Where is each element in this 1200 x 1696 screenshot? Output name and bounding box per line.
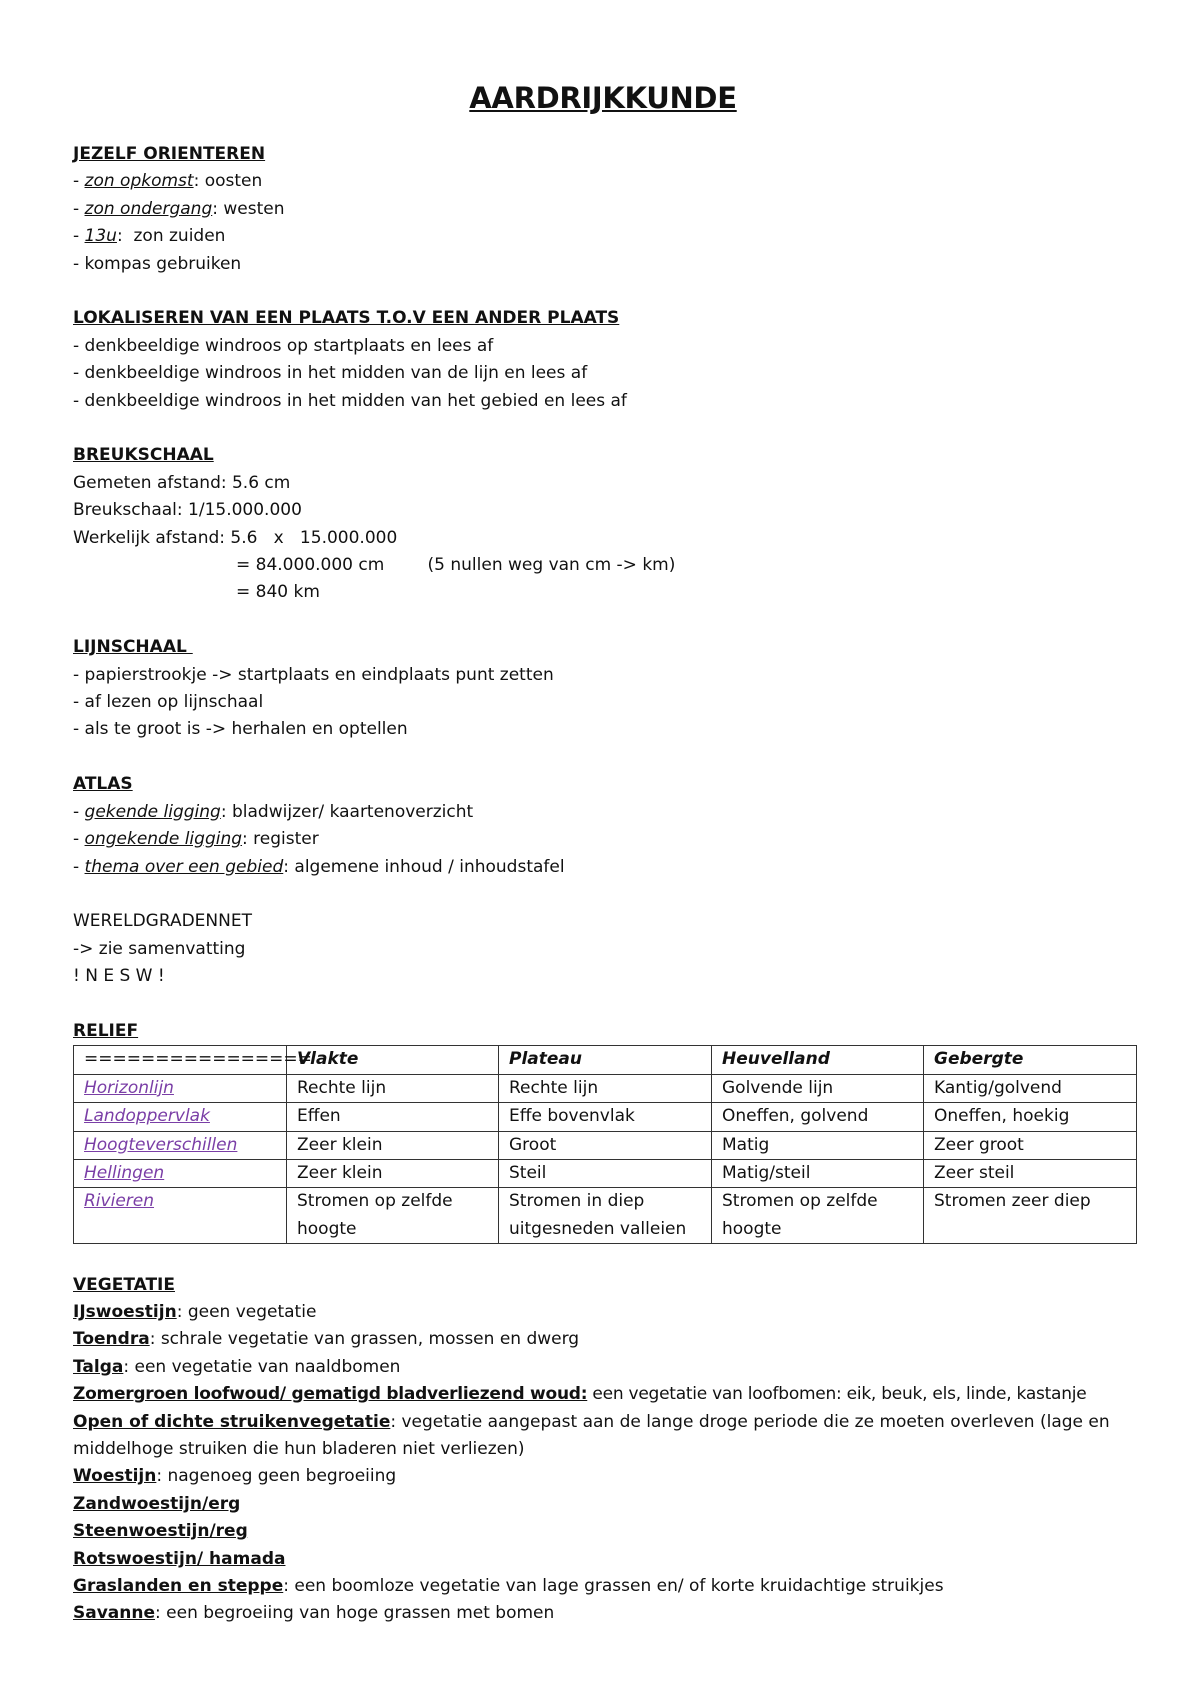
table-header-cell: ================ bbox=[74, 1046, 287, 1074]
breuk-line: Breukschaal: 1/15.000.000 bbox=[73, 500, 302, 521]
section-heading-lokaliseren: LOKALISEREN VAN EEN PLAATS T.O.V EEN ANDER PLAATS bbox=[73, 308, 620, 329]
lijn-line: - af lezen op lijnschaal bbox=[73, 692, 264, 713]
vegetation-item: IJswoestijn: geen vegetatie bbox=[73, 1301, 317, 1322]
spacer bbox=[73, 607, 1133, 634]
lijn-line: - als te groot is -> herhalen en optellen bbox=[73, 719, 408, 740]
vegetation-term: Rotswoestijn/ hamada bbox=[73, 1548, 286, 1569]
wereld-heading: WERELDGRADENNET bbox=[73, 911, 252, 932]
vegetation-item: Graslanden en steppe: een boomloze vegetatie van lage grassen en/ of korte kruidachtige struikjes bbox=[73, 1576, 944, 1597]
relief-row-label-link[interactable]: Landoppervlak bbox=[74, 1103, 287, 1131]
table-header-cell: Plateau bbox=[499, 1046, 712, 1074]
table-header-cell: Heuvelland bbox=[712, 1046, 924, 1074]
table-cell: Stromen op zelfde hoogte bbox=[712, 1188, 924, 1244]
table-header-row bbox=[74, 1046, 1137, 1074]
orient-line: - zon ondergang: westen bbox=[73, 198, 285, 219]
table-row bbox=[74, 1103, 1137, 1131]
orient-line: - zon opkomst: oosten bbox=[73, 171, 263, 192]
wereld-line: ! N E S W ! bbox=[73, 966, 165, 987]
vegetation-term: Toendra bbox=[73, 1329, 150, 1350]
table-cell: Zeer groot bbox=[924, 1131, 1137, 1159]
table-header-cell: Vlakte bbox=[287, 1046, 499, 1074]
spacer bbox=[73, 278, 1133, 305]
lokal-line: - denkbeeldige windroos in het midden van de lijn en lees af bbox=[73, 363, 588, 384]
vegetation-term: Steenwoestijn/reg bbox=[73, 1521, 248, 1542]
table-cell: Oneffen, hoekig bbox=[924, 1103, 1137, 1131]
vegetation-item: Open of dichte struikenvegetatie: vegetatie aangepast aan de lange droge periode die ze moeten overleven (lage en middelhoge struiken die hun bladeren niet verliezen) bbox=[73, 1411, 1110, 1459]
orient-line: - 13u: zon zuiden bbox=[73, 226, 226, 247]
vegetation-term: Open of dichte struikenvegetatie bbox=[73, 1411, 391, 1432]
document-title: AARDRIJKKUNDE bbox=[469, 81, 737, 115]
atlas-line: - thema over een gebied: algemene inhoud / inhoudstafel bbox=[73, 856, 565, 877]
table-cell: Zeer klein bbox=[287, 1159, 499, 1187]
vegetation-item bbox=[73, 1491, 1133, 1518]
spacer bbox=[73, 415, 1133, 442]
orient-term: zon opkomst bbox=[84, 171, 194, 192]
atlas-term: ongekende ligging bbox=[84, 829, 243, 850]
vegetation-term: Graslanden en steppe bbox=[73, 1576, 284, 1597]
relief-table bbox=[73, 1045, 1137, 1244]
atlas-term: thema over een gebied bbox=[84, 856, 284, 877]
vegetation-term: Savanne bbox=[73, 1603, 156, 1624]
vegetation-item bbox=[73, 1546, 1133, 1573]
table-row bbox=[74, 1074, 1137, 1102]
orient-term: zon ondergang bbox=[84, 198, 213, 219]
relief-row-label-link[interactable]: Hellingen bbox=[74, 1159, 287, 1187]
breuk-line: = 84.000.000 cm (5 nullen weg van cm -> km) bbox=[236, 555, 676, 576]
table-cell: Stromen op zelfde hoogte bbox=[287, 1188, 499, 1244]
orient-line: - kompas gebruiken bbox=[73, 253, 242, 274]
table-cell: Matig/steil bbox=[712, 1159, 924, 1187]
relief-row-label-link[interactable]: Horizonlijn bbox=[74, 1074, 287, 1102]
table-cell: Oneffen, golvend bbox=[712, 1103, 924, 1131]
vegetation-term: Talga bbox=[73, 1356, 124, 1377]
section-heading-atlas: ATLAS bbox=[73, 774, 133, 795]
breuk-line: Werkelijk afstand: 5.6 x 15.000.000 bbox=[73, 527, 398, 548]
spacer bbox=[73, 744, 1133, 771]
lokal-line: - denkbeeldige windroos in het midden van het gebied en lees af bbox=[73, 390, 627, 411]
breuk-line: Gemeten afstand: 5.6 cm bbox=[73, 472, 291, 493]
vegetation-item: Talga: een vegetatie van naaldbomen bbox=[73, 1356, 401, 1377]
spacer bbox=[73, 881, 1133, 908]
breuk-line: = 840 km bbox=[236, 582, 320, 603]
vegetation-item: Toendra: schrale vegetatie van grassen, mossen en dwerg bbox=[73, 1329, 580, 1350]
table-cell: Stromen in diep uitgesneden valleien bbox=[499, 1188, 712, 1244]
table-cell: Kantig/golvend bbox=[924, 1074, 1137, 1102]
table-cell: Effen bbox=[287, 1103, 499, 1131]
section-heading-orienteren: JEZELF ORIENTEREN bbox=[73, 144, 266, 164]
section-heading-relief: RELIEF bbox=[73, 1020, 139, 1041]
atlas-line: - gekende ligging: bladwijzer/ kaartenoverzicht bbox=[73, 801, 474, 822]
vegetation-item bbox=[73, 1518, 1133, 1545]
lokal-line: - denkbeeldige windroos op startplaats en lees af bbox=[73, 335, 494, 356]
atlas-term: gekende ligging bbox=[84, 801, 221, 822]
table-cell: Rechte lijn bbox=[499, 1074, 712, 1102]
lijn-line: - papierstrookje -> startplaats en eindplaats punt zetten bbox=[73, 664, 554, 685]
spacer bbox=[73, 118, 1133, 141]
table-row bbox=[74, 1159, 1137, 1187]
table-cell: Steil bbox=[499, 1159, 712, 1187]
atlas-line: - ongekende ligging: register bbox=[73, 829, 319, 850]
table-cell: Rechte lijn bbox=[287, 1074, 499, 1102]
vegetation-item: Woestijn: nagenoeg geen begroeiing bbox=[73, 1466, 397, 1487]
vegetation-term: IJswoestijn bbox=[73, 1301, 177, 1322]
section-heading-vegetatie: VEGETATIE bbox=[73, 1274, 175, 1295]
table-row bbox=[74, 1131, 1137, 1159]
table-cell: Zeer steil bbox=[924, 1159, 1137, 1187]
vegetation-term: Zandwoestijn/erg bbox=[73, 1493, 241, 1514]
table-cell: Golvende lijn bbox=[712, 1074, 924, 1102]
spacer bbox=[73, 1244, 1133, 1271]
table-header-cell: Gebergte bbox=[924, 1046, 1137, 1074]
table-cell: Matig bbox=[712, 1131, 924, 1159]
table-row bbox=[74, 1188, 1137, 1244]
wereld-line: -> zie samenvatting bbox=[73, 938, 246, 959]
vegetation-term: Zomergroen loofwoud/ gematigd bladverliezend woud: bbox=[73, 1384, 588, 1405]
section-heading-lijnschaal: LIJNSCHAAL bbox=[73, 637, 193, 658]
document-page bbox=[73, 0, 1133, 1628]
vegetation-term: Woestijn bbox=[73, 1466, 157, 1487]
spacer bbox=[73, 991, 1133, 1018]
table-cell: Groot bbox=[499, 1131, 712, 1159]
table-cell: Zeer klein bbox=[287, 1131, 499, 1159]
relief-row-label-link[interactable]: Rivieren bbox=[74, 1188, 287, 1244]
relief-row-label-link[interactable]: Hoogteverschillen bbox=[74, 1131, 287, 1159]
table-cell: Effe bovenvlak bbox=[499, 1103, 712, 1131]
orient-term: 13u bbox=[84, 226, 117, 247]
section-heading-breukschaal: BREUKSCHAAL bbox=[73, 445, 214, 466]
vegetation-item: Savanne: een begroeiing van hoge grassen met bomen bbox=[73, 1603, 555, 1624]
vegetation-item: Zomergroen loofwoud/ gematigd bladverliezend woud: een vegetatie van loofbomen: eik, beuk, els, linde, kastanje bbox=[73, 1384, 1087, 1405]
table-cell: Stromen zeer diep bbox=[924, 1188, 1137, 1244]
